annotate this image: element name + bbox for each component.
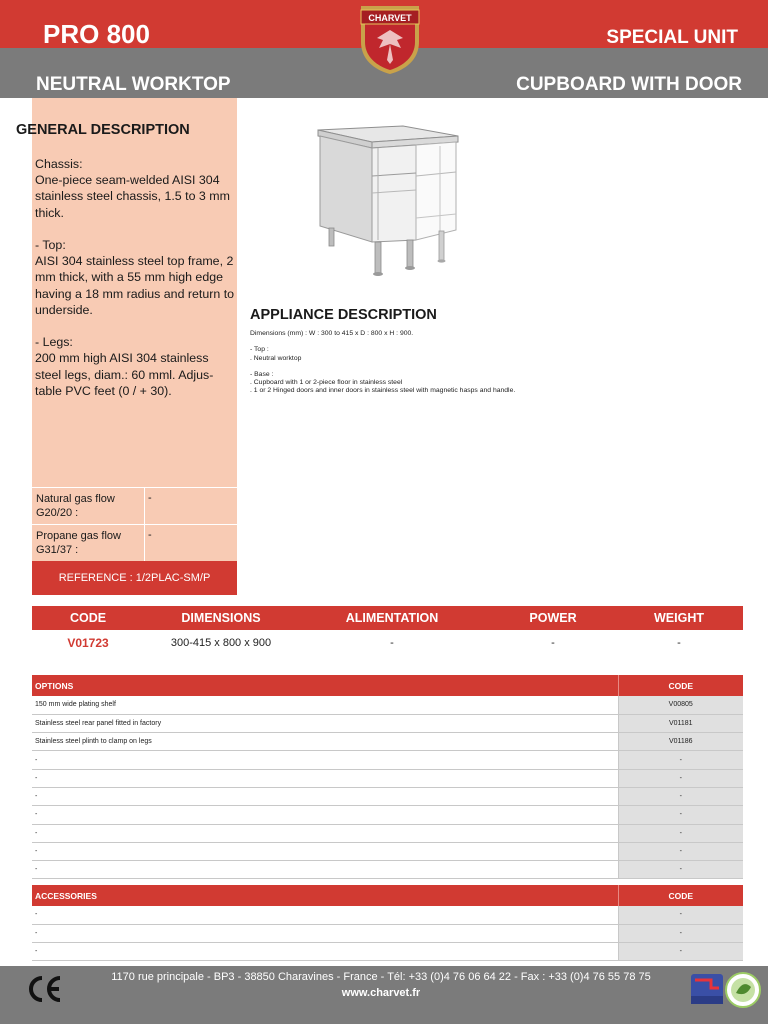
specs-header-code: CODE [69, 611, 107, 625]
accessories-header-code: CODE [618, 885, 743, 906]
option-label: Stainless steel rear panel fitted in factory [32, 714, 618, 732]
table-row [32, 943, 743, 961]
option-code: - [618, 751, 743, 769]
accessory-code: - [618, 943, 743, 961]
specs-header-power: POWER [529, 611, 577, 625]
table-row [32, 787, 743, 805]
appliance-description-text: Dimensions (mm) : W : 300 to 415 x D : 800 x H : 900. - Top : . Neutral worktop - Base : . Cupboard with 1 or 2-piece floor in stainless steel . 1 or 2 Hinged doors and inner doors in stainless steel with magnetic hasps and handle. [250, 330, 516, 395]
gas-label: Propane gas flow G31/37 : [36, 530, 121, 556]
table-row [32, 842, 743, 860]
specs-code: V01723 [67, 636, 109, 650]
general-description-text: Chassis: One-piece seam-welded AISI 304 stainless steel chassis, 1.5 to 3 mm thick. - Top: AISI 304 stainless steel top frame, 2 mm thick, with a 55 mm high edge having a 18 mm radius and return to underside. - Legs: 200 mm high AISI 304 stainless steel legs, diam.: 60 mml. Adjus-table PVC feet (0 / + 30). [35, 157, 235, 398]
table-row [32, 806, 743, 824]
product-name: CUPBOARD WITH DOOR [516, 74, 742, 95]
option-code: - [618, 787, 743, 805]
table-row [32, 696, 743, 714]
table-row [32, 733, 743, 751]
option-label: - [32, 769, 618, 787]
charvet-logo [357, 2, 423, 76]
option-code: V01186 [618, 733, 743, 751]
specs-header-alimentation: ALIMENTATION [345, 611, 439, 625]
footer-address: 1170 rue principale - BP3 - 38850 Charavines - France - Tél: +33 (0)4 76 06 64 22 - Fax : +33 (0)4 76 55 78 75 [111, 971, 651, 983]
option-code: - [618, 861, 743, 879]
gas-separator [144, 525, 145, 561]
accessory-code: - [618, 924, 743, 942]
eco-label-icon [724, 971, 762, 1009]
option-code: - [618, 806, 743, 824]
option-code: V01181 [618, 714, 743, 732]
table-row [32, 769, 743, 787]
specs-alimentation: - [390, 637, 394, 649]
table-row [32, 924, 743, 942]
appliance-description-title: APPLIANCE DESCRIPTION [250, 307, 437, 323]
accessories-table [32, 885, 743, 961]
option-label: 150 mm wide plating shelf [32, 696, 618, 714]
model-title: PRO 800 [43, 19, 150, 49]
option-code: V00805 [618, 696, 743, 714]
specs-power: - [551, 637, 555, 649]
gas-value: - [148, 492, 152, 504]
accessory-label: - [32, 906, 618, 924]
specs-dimensions: 300-415 x 800 x 900 [170, 637, 272, 649]
footer-website-link[interactable]: www.charvet.fr [341, 987, 421, 999]
option-code: - [618, 769, 743, 787]
option-code: - [618, 824, 743, 842]
specs-header [32, 606, 743, 630]
gas-label: Natural gas flow G20/20 : [36, 493, 115, 519]
table-row [32, 906, 743, 924]
options-header-row [32, 675, 743, 696]
options-header-label: OPTIONS [32, 675, 618, 696]
table-row [32, 714, 743, 732]
accessory-label: - [32, 924, 618, 942]
accessories-header-label: ACCESSORIES [32, 885, 618, 906]
option-label: - [32, 787, 618, 805]
specs-header-weight: WEIGHT [654, 611, 704, 625]
unit-type: SPECIAL UNIT [606, 27, 738, 48]
option-label: - [32, 842, 618, 860]
option-label: - [32, 751, 618, 769]
options-table [32, 675, 743, 879]
ce-mark-icon [24, 972, 64, 1006]
options-header-code: CODE [618, 675, 743, 696]
propane-gas-row [32, 524, 237, 561]
natural-gas-row [32, 487, 237, 524]
option-label: - [32, 824, 618, 842]
specs-weight: - [677, 637, 681, 649]
product-image [308, 118, 468, 280]
gas-separator [144, 488, 145, 524]
accessory-code: - [618, 906, 743, 924]
logo-lettering: CHARVET [368, 13, 412, 23]
option-label: - [32, 861, 618, 879]
table-row [32, 751, 743, 769]
option-label: - [32, 806, 618, 824]
option-code: - [618, 842, 743, 860]
table-row [32, 824, 743, 842]
category-title: NEUTRAL WORKTOP [36, 74, 231, 95]
synerg-badge-icon [689, 970, 727, 1008]
option-label: Stainless steel plinth to clamp on legs [32, 733, 618, 751]
gas-value: - [148, 529, 152, 541]
reference-bar: REFERENCE : 1/2PLAC-SM/P [32, 561, 237, 595]
accessory-label: - [32, 943, 618, 961]
accessories-header-row [32, 885, 743, 906]
specs-header-dimensions: DIMENSIONS [181, 611, 261, 625]
general-description-title: GENERAL DESCRIPTION [16, 122, 190, 138]
table-row [32, 861, 743, 879]
